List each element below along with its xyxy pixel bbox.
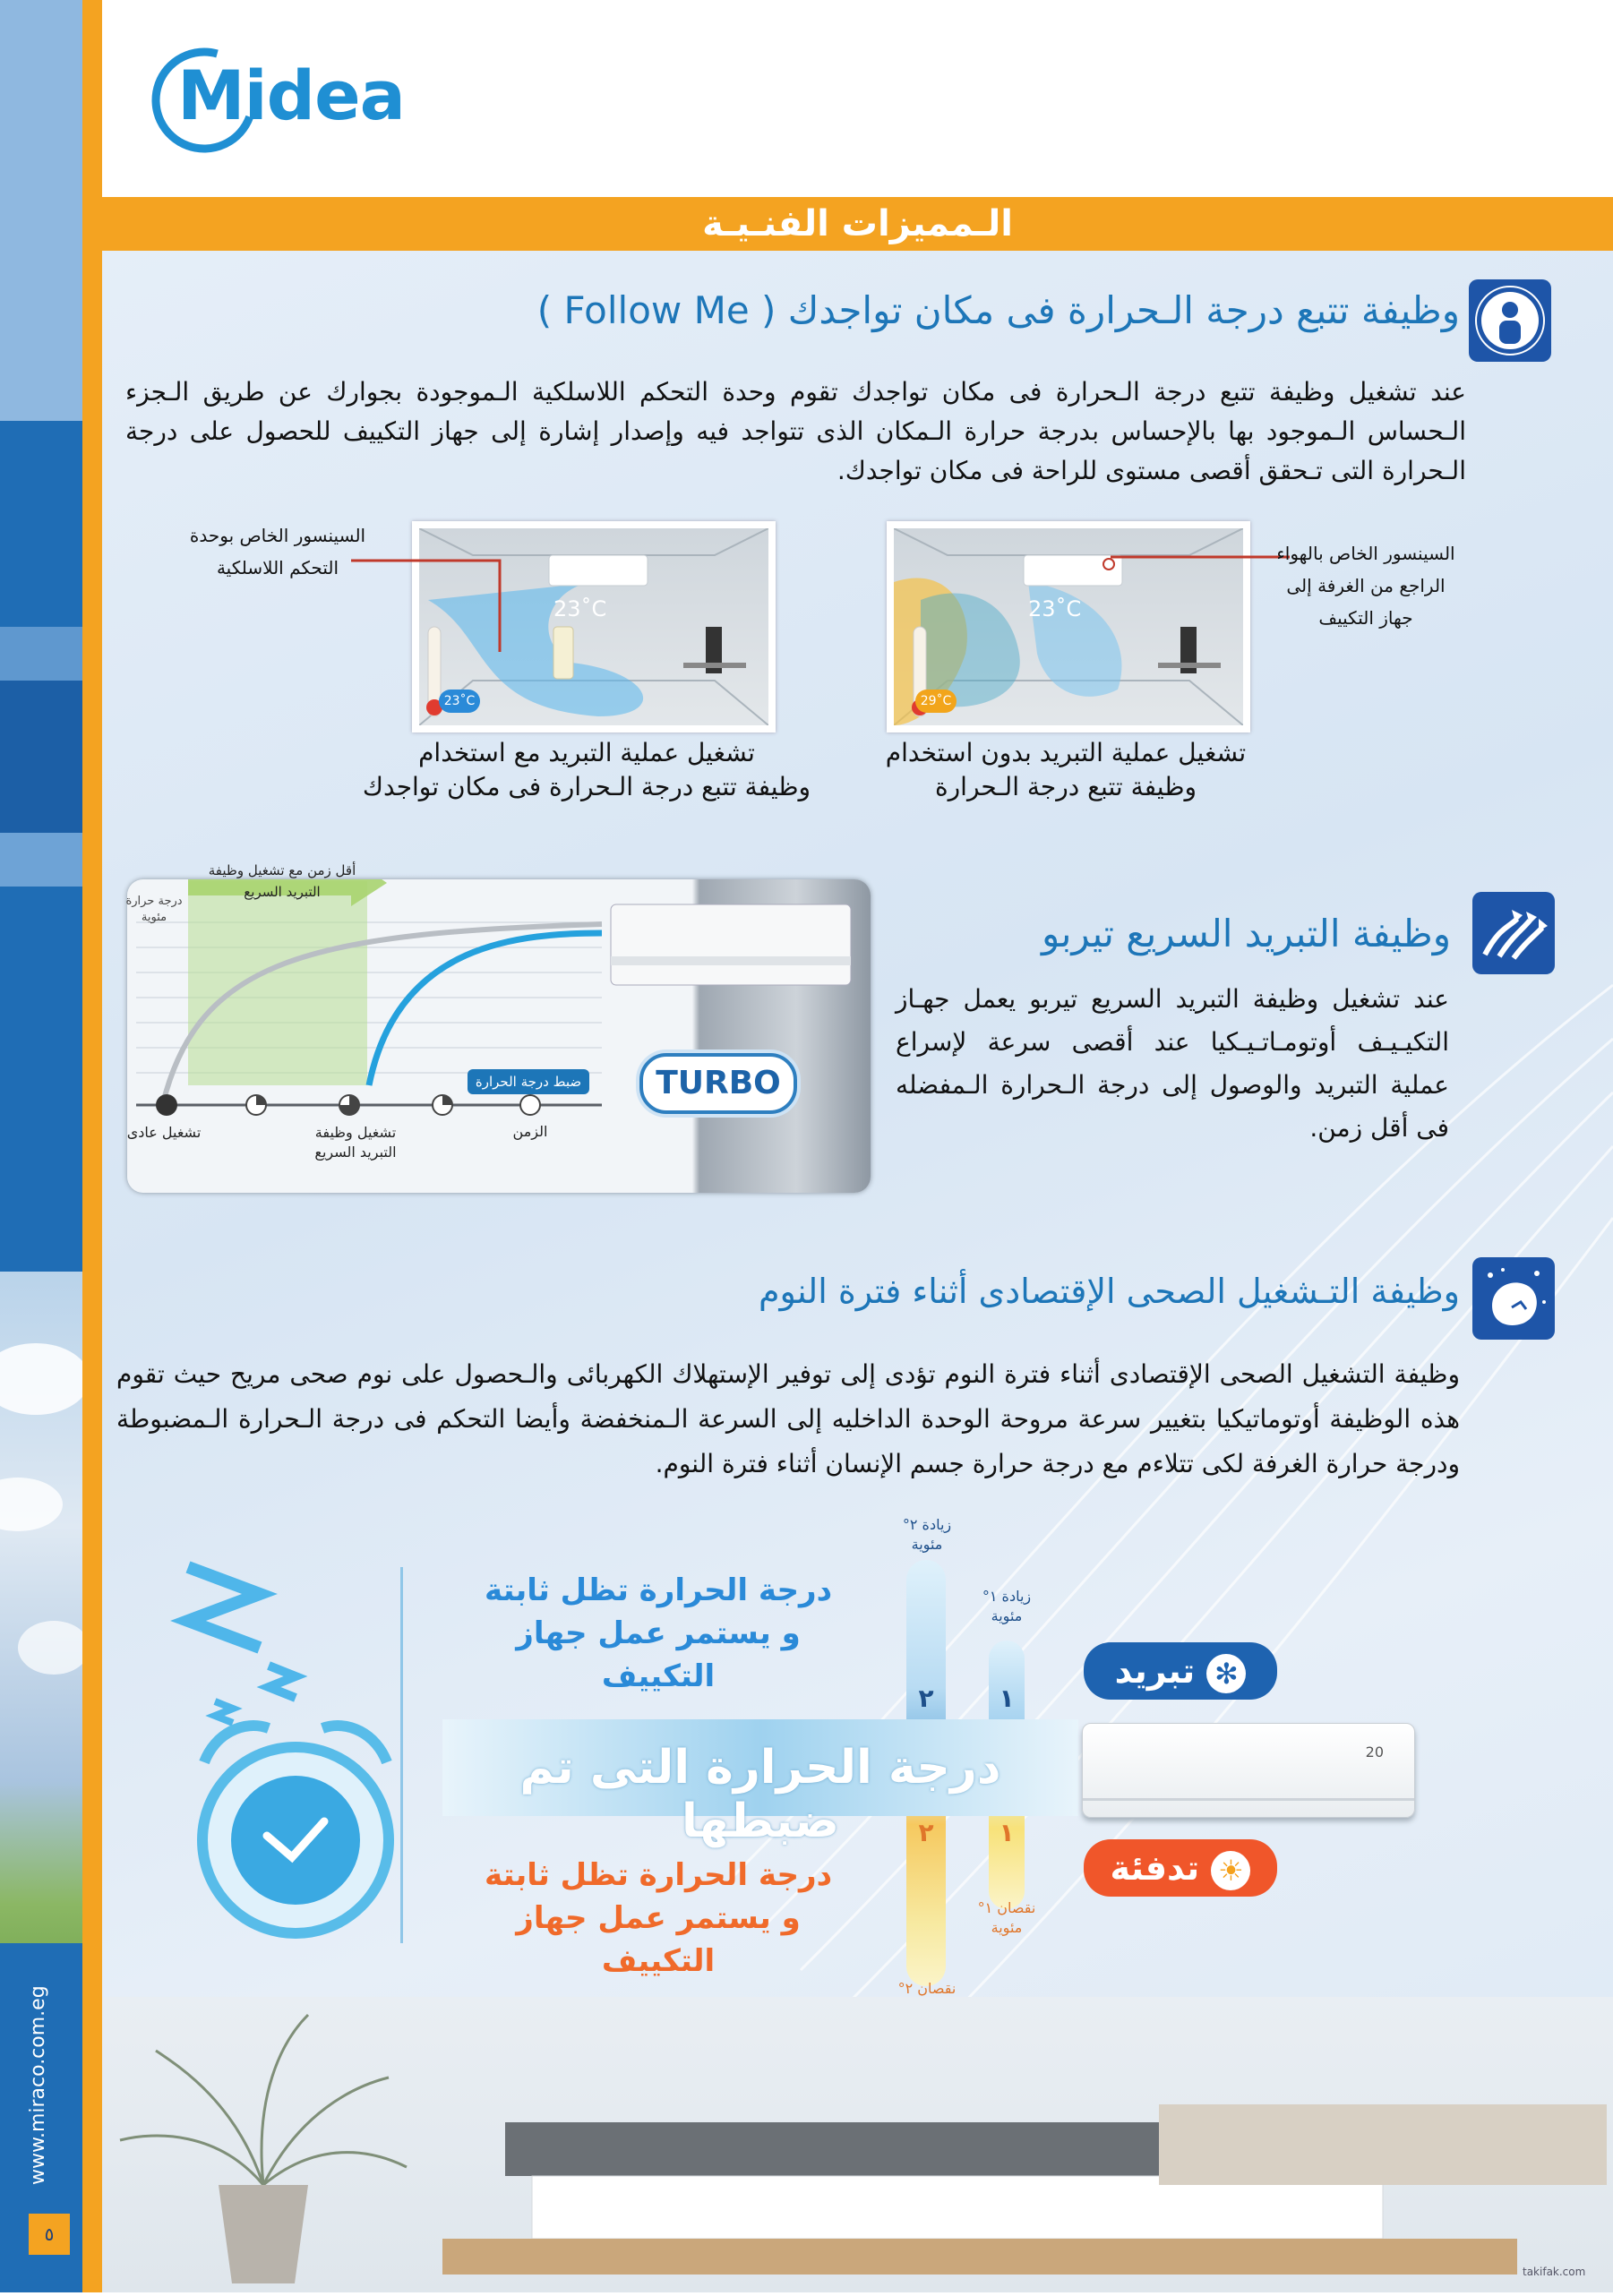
cooling-text-2: و يستمر عمل جهاز التكييف — [516, 1615, 801, 1694]
sun-icon: ☀ — [1211, 1851, 1250, 1890]
caption-with-follow-me-2: وظيفة تتبع درجة الـحرارة فى مكان تواجدك — [362, 772, 811, 801]
page-title: الـمميزات الفنـيـة — [702, 203, 1013, 244]
divider-line — [400, 1567, 403, 1943]
ac-temp-label: 23˚C — [1028, 596, 1082, 621]
decrease-2-label: نقصان ٢° — [897, 1980, 957, 1997]
bar-label-1-down: ١ — [999, 1818, 1015, 1847]
bar-label-1-up: ١ — [999, 1683, 1015, 1713]
increase-2-label: زيادة ٢° مئوية — [902, 1516, 952, 1553]
cooling-badge — [1084, 1642, 1277, 1700]
turbo-cooling-icon — [1472, 892, 1555, 974]
caption-with-follow-me-1: تشغيل عملية التبريد مع استخدام — [418, 738, 755, 767]
increase-1-label: زيادة ١° مئوية — [982, 1588, 1032, 1624]
cooling-text-1: درجة الحرارة تظل ثابتة — [484, 1572, 833, 1608]
thermometer-temp-badge: 29˚C — [915, 690, 957, 713]
caption-without-follow-me-1: تشغيل عملية التبريد بدون استخدام — [885, 738, 1247, 767]
section-paragraph-sleep: وظيفة التشغيل الصحى الإقتصادى أثناء فترة النوم تؤدى إلى توفير الإستهلاك الكهربائى والـحصول على نوم صحى مريح حيث تقوم هذه الوظيفة أوتوماتيكيا بتغيير سرعة مروحة الوحدة الداخليه إلى السرعة الـمنخفضة وأيضا التحكم فى درجة الـحرارة الـمضبوطة ودرجة حرارة الغرفة لكى تتلاءم مع درجة حرارة جسم الإنسان أثناء فترة النوم. — [116, 1359, 1460, 1478]
bar-label-2-down: ٢ — [918, 1818, 934, 1847]
strip-dark-block — [0, 681, 82, 833]
caption-without-follow-me-2: وظيفة تتبع درجة الـحرارة — [934, 772, 1197, 801]
turbo-diagram — [127, 879, 871, 1193]
midea-logo-text: Midea — [177, 56, 405, 135]
right-note-pointer — [1111, 548, 1290, 566]
follow-me-icon — [1469, 279, 1551, 362]
ac-vent — [1083, 1798, 1414, 1801]
ac-display: 20 — [1365, 1743, 1384, 1761]
cooling-label: تبريد — [1114, 1651, 1196, 1691]
snowflake-icon: ✻ — [1206, 1654, 1246, 1693]
temperature-axis-label: درجة حرارة مئوية — [125, 895, 183, 924]
heating-badge — [1084, 1839, 1277, 1897]
page-number: ٥ — [29, 2214, 70, 2255]
bar-label-2-up: ٢ — [918, 1683, 934, 1713]
website-url[interactable]: www.miraco.com.eg — [27, 1985, 49, 2185]
section-title-turbo: وظيفة التبريد السريع تيربو — [1042, 912, 1451, 955]
return-air-sensor-note: السينسور الخاص بالهواء الراجع من الغرفة إلى جهاز التكييف — [1276, 543, 1455, 629]
set-temperature-text: درجة الحرارة التى تم ضبطها — [519, 1741, 1001, 1848]
orange-vertical-bar — [82, 0, 102, 2292]
decrease-1-label: نقصان ١° مئوية — [977, 1899, 1036, 1936]
shortest-time-arrow-label: أقل زمن مع تشغيل وظيفة التبريد السريع — [208, 862, 356, 900]
strip-light-block — [0, 0, 82, 421]
section-title-follow-me: وظيفة تتبع درجة الـحرارة فى مكان تواجدك ( Follow Me ) — [536, 288, 1460, 332]
strip-mid-block — [0, 627, 82, 681]
turbo-badge: TURBO — [639, 1053, 797, 1114]
set-temp-tag: ضبط درجة الحرارة — [468, 1069, 589, 1094]
heating-label: تدفئة — [1110, 1848, 1200, 1888]
ac-unit — [1082, 1723, 1415, 1818]
remote-sensor-note: السينسور الخاص بوحدة التحكم اللاسلكية — [189, 525, 366, 578]
strip-dark-block — [0, 887, 82, 1272]
heating-text-1: درجة الحرارة تظل ثابتة — [484, 1857, 833, 1893]
watermark: takifak.com — [1523, 2266, 1586, 2278]
time-axis-label: الزمن — [512, 1123, 548, 1140]
section-title-sleep: وظيفة التـشغيل الصحى الإقتصادى أثناء فترة النوم — [758, 1272, 1460, 1311]
strip-dark-block — [0, 421, 82, 627]
heating-text-2: و يستمر عمل جهاز التكييف — [516, 1900, 801, 1979]
section-paragraph-turbo: عند تشغيل وظيفة التبريد السريع تيربو يعمل جهـاز التكيـيـف أوتومـاتـيـكيا عند أقصى سرعة لإسراع عملية التبريد والوصول إلى درجة الـحرارة الـمفضله فى أقل زمن. — [896, 984, 1449, 1143]
sleep-clock-illustration — [161, 1558, 412, 1952]
section-paragraph-follow-me: عند تشغيل وظيفة تتبع درجة الـحرارة فى مكان تواجدك تقوم وحدة التحكم اللاسلكية الـموجودة بجوارك عن طريق الـجزء الـحساس الـموجود بها بالإحساس بدرجة حرارة الـمكان الذى تتواجد فيه وإصدار إشارة إلى جهاز التكييف للحصول على درجة الـحرارة التى تـحقق أقصى مستوى للراحة فى مكان تواجدك. — [125, 377, 1466, 485]
bedroom-image — [102, 1997, 1613, 2292]
ac-temp-label: 23˚C — [553, 596, 607, 621]
strip-mid-block — [0, 833, 82, 887]
thermometer-temp-badge: 23˚C — [439, 690, 480, 713]
normal-operation-label: تشغيل عادى — [126, 1124, 202, 1141]
sleep-mode-icon — [1472, 1257, 1555, 1340]
turbo-operation-label: تشغيل وظيفة التبريد السريع — [314, 1124, 397, 1161]
